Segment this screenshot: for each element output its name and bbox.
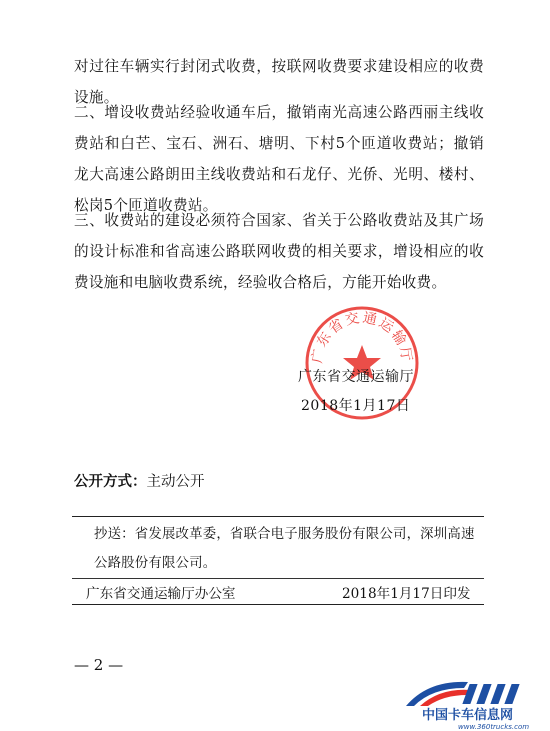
issuing-office: 广东省交通运输厅办公室 (86, 586, 236, 602)
disclosure-method (74, 470, 205, 491)
issuer-name: 广东省交通运输厅 (298, 369, 414, 385)
divider-bottom (72, 604, 484, 605)
divider-top (72, 516, 484, 517)
paragraph-two: 二、增设收费站经验收通车后，撤销南光高速公路西丽主线收费站和白芒、宝石、洲石、塘明、下村5个匝道收费站；撤销龙大高速公路朗田主线收费站和石龙仔、光侨、光明、楼村、松岗5个匝道收费站。 (74, 104, 484, 214)
paragraph-three: 三、收费站的建设必须符合国家、省关于公路收费站及其广场的设计标准和省高速公路联网收费的相关要求，增设相应的收费设施和电脑收费系统，经验收合格后，方能开始收费。 (74, 212, 484, 291)
logo-name: 中国卡车信息网 (422, 708, 514, 723)
disclosure-label: 公开方式： (74, 474, 147, 490)
paragraph-continued: 对过往车辆实行封闭式收费，按联网收费要求建设相应的收费设施。 (74, 58, 484, 106)
seal-text: 广东省交通运输厅 (309, 309, 415, 365)
truck-site-logo-icon (398, 672, 550, 731)
divider-middle (72, 578, 484, 579)
disclosure-value: 主动公开 (146, 474, 205, 490)
issue-date: 2018年1月17日 (301, 398, 411, 414)
page-number: — 2 — (74, 656, 124, 674)
cc-list: 抄送：省发展改革委，省联合电子服务股份有限公司，深圳高速公路股份有限公司。 (94, 527, 475, 571)
logo-url: www.360trucks.com (458, 723, 530, 731)
print-date: 2018年1月17日印发 (342, 586, 471, 602)
